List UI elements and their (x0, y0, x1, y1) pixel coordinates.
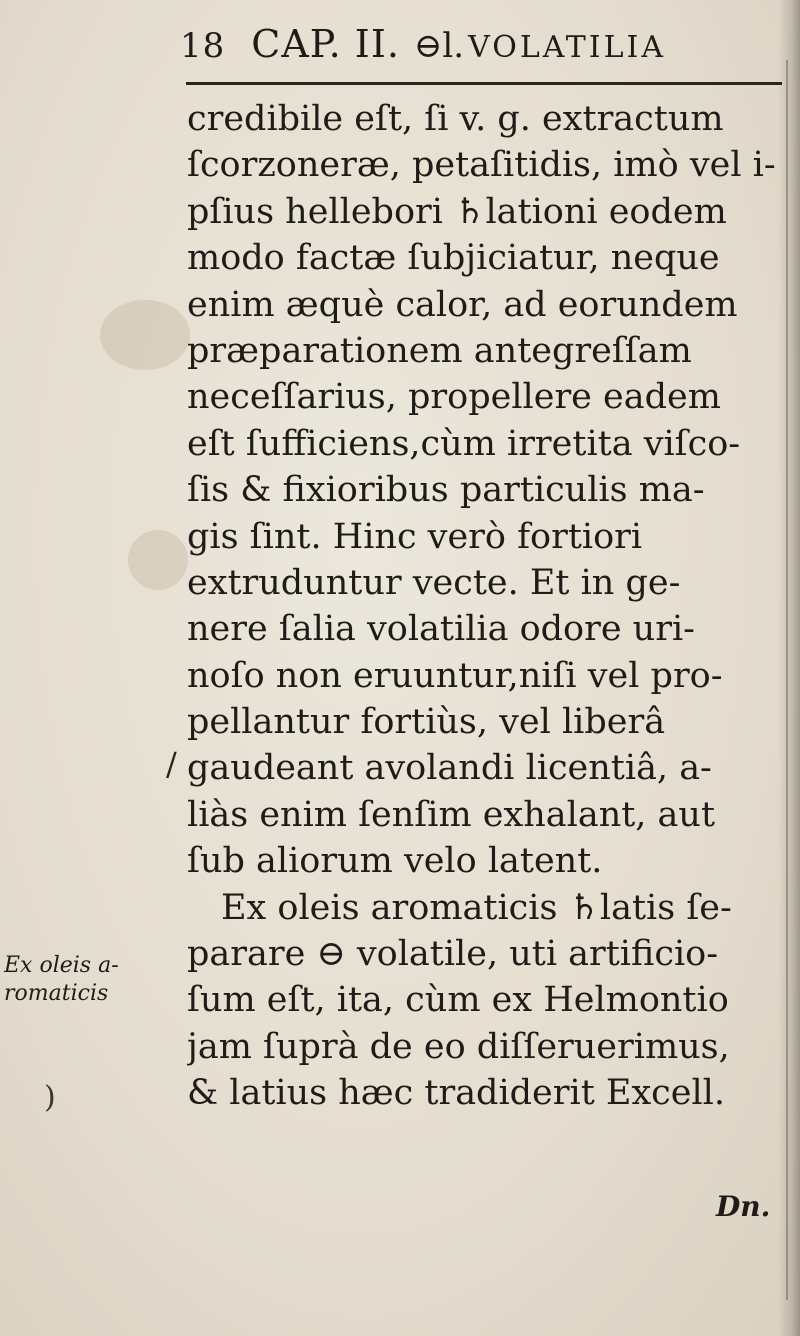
text-line: & latius hæc tradiderit Excell. (187, 1073, 726, 1114)
text-line: eſt ſufficiens,cùm irretita viſco- (187, 423, 741, 464)
text-line: ſub aliorum velo latent. (187, 841, 603, 882)
text-line: præparationem antegreſſam (187, 330, 692, 371)
text-line: modo factæ ſubjiciatur, neque (187, 238, 720, 279)
margin-note-line: romaticis (4, 981, 109, 1006)
text-line: ſum eſt, ita, cùm ex Helmontio (187, 980, 729, 1021)
chapter-label: CAP. II. (251, 22, 400, 66)
text-line: noſo non eruuntur,niſi vel pro- (187, 655, 723, 696)
text-line: ſcorzoneræ, petaſitidis, imò vel i- (187, 145, 776, 186)
handwritten-paren-mark: ) (44, 1080, 56, 1115)
text-line: credibile eſt, ſi v. g. extractum (187, 99, 724, 139)
body-text (187, 96, 787, 1117)
text-line: pſius hellebori ♄lationi eodem (187, 191, 727, 232)
page-number: 18 (180, 26, 226, 66)
text-line: enim æquè calor, ad eorundem (187, 284, 738, 325)
handwritten-slash-mark: / (166, 745, 177, 783)
text-line: nere ſalia volatilia odore uri- (187, 609, 695, 650)
margin-note-line: Ex oleis a- (4, 953, 119, 978)
paper-stain (128, 530, 188, 590)
paper-stain (100, 300, 190, 370)
text-line: gaudeant avolandi licentiâ, a- (187, 748, 712, 789)
running-head (180, 22, 740, 72)
text-line: parare ⊖ volatile, uti artificio- (187, 934, 719, 975)
text-line: neceſſarius, propellere eadem (187, 377, 721, 418)
text-line: pellantur fortiùs, vel liberâ (187, 702, 666, 743)
text-line: gis ſint. Hinc verò fortiori (187, 516, 643, 557)
margin-note (4, 952, 174, 1008)
section-title: VOLATILIA (468, 30, 667, 65)
text-line: jam ſuprà de eo diſſeruerimus, (187, 1026, 730, 1067)
header-rule (186, 82, 782, 85)
text-line: liàs enim ſenſim exhalant, aut (187, 794, 716, 835)
text-line: ſis & fixioribus particulis ma- (187, 470, 705, 511)
paragraph-start-line: Ex oleis aromaticis ♄latis ſe- (221, 887, 732, 928)
alchemical-symbol: ⊖l. (413, 26, 465, 66)
text-line: extruduntur vecte. Et in ge- (187, 562, 681, 603)
catchword: Dn. (716, 1190, 771, 1223)
